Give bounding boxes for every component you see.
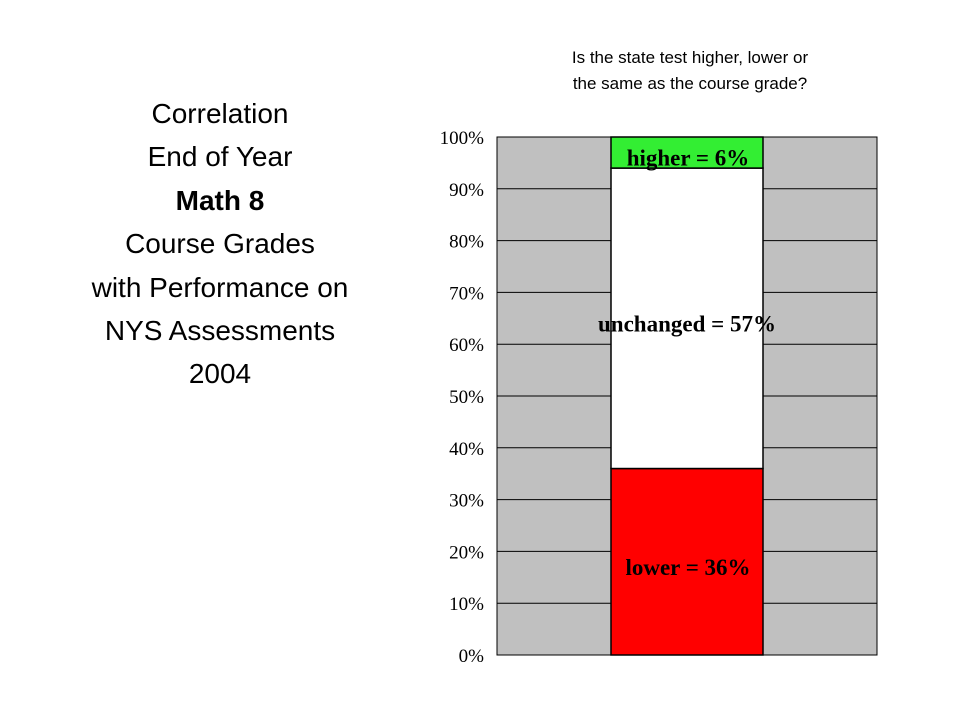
y-tick-label: 80% <box>449 231 484 253</box>
title-line-5: NYS Assessments <box>104 314 336 346</box>
y-tick-label: 70% <box>449 283 484 305</box>
y-tick-label: 50% <box>449 387 484 408</box>
title-line-6: 2004 <box>188 358 252 390</box>
title-line-2: Math 8 <box>175 184 265 216</box>
title-line-3: Course Grades <box>125 228 315 260</box>
y-tick-label: 40% <box>449 438 484 460</box>
y-tick-label: 60% <box>449 335 484 357</box>
y-tick-label: 30% <box>449 490 484 512</box>
title-line-1: End of Year <box>147 141 293 173</box>
y-tick-label: 20% <box>449 542 484 564</box>
title-line-0: Correlation <box>151 98 289 129</box>
y-tick-label: 0% <box>458 646 484 667</box>
title-line-4: with Performance on <box>91 271 349 303</box>
question-line-2: the same as the course grade? <box>572 73 808 93</box>
data-label: higher = 6% <box>626 145 750 171</box>
data-label: lower = 36% <box>625 554 751 580</box>
y-tick-label: 90% <box>449 179 484 201</box>
question-line-1: Is the state test higher, lower or <box>571 48 809 67</box>
y-tick-label: 10% <box>449 594 484 616</box>
y-tick-label: 100% <box>439 128 484 149</box>
data-label: unchanged = 57% <box>598 311 776 337</box>
